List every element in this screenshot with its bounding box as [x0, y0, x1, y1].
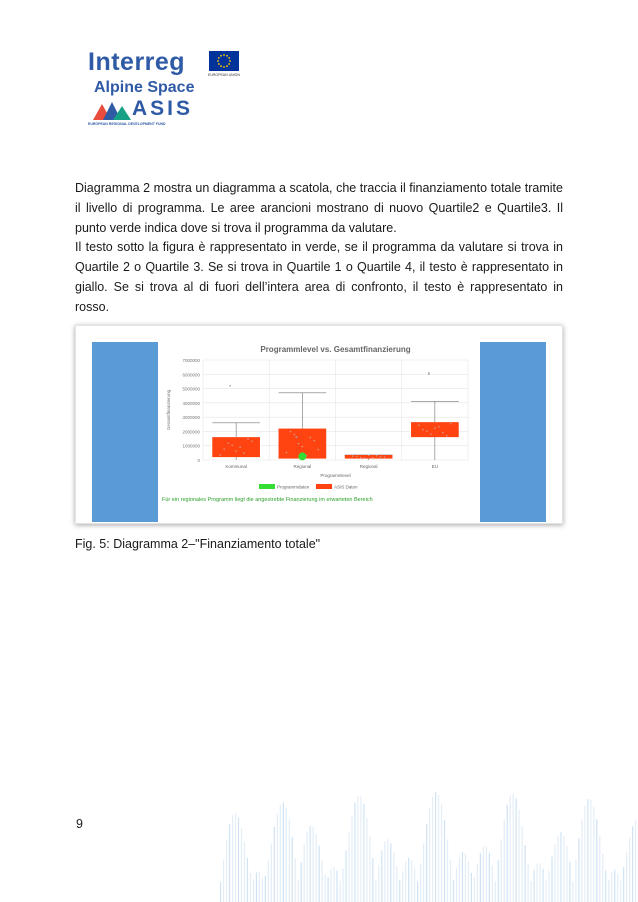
decorative-bar — [554, 844, 555, 902]
decorative-bar — [590, 799, 591, 902]
left-side-panel — [92, 342, 158, 522]
decorative-bar — [357, 796, 358, 902]
decorative-bar — [465, 854, 466, 902]
decorative-bar — [277, 813, 278, 902]
decorative-bar — [220, 882, 221, 902]
data-point — [286, 452, 288, 454]
decorative-bar — [247, 858, 248, 902]
legend-label: ASIS Daten — [334, 484, 358, 490]
decorative-bar — [447, 839, 448, 902]
y-axis-label: Gesamtfinanzierung — [166, 389, 171, 431]
decorative-bar — [599, 836, 600, 902]
decorative-bar — [551, 857, 552, 902]
decorative-bar — [429, 808, 430, 902]
data-point — [438, 426, 440, 428]
decorative-bar — [408, 858, 409, 902]
data-point — [434, 427, 436, 429]
decorative-bar — [536, 864, 537, 902]
decorative-bar — [271, 843, 272, 902]
decorative-bar — [605, 871, 606, 902]
decorative-bar — [292, 837, 293, 902]
decorative-bar — [384, 841, 385, 902]
logo-brand: Interreg — [88, 48, 186, 76]
x-tick-label: Regional — [359, 464, 378, 469]
data-point — [298, 443, 300, 445]
legend-swatch — [259, 484, 275, 489]
data-point — [310, 437, 312, 439]
decorative-bar — [360, 796, 361, 902]
decorative-bar — [614, 870, 615, 902]
programme-point — [298, 452, 306, 460]
decorative-bar — [542, 869, 543, 902]
data-point — [235, 450, 237, 452]
decorative-bar — [584, 806, 585, 902]
decorative-bar — [235, 813, 236, 902]
decorative-bar — [375, 880, 376, 902]
decorative-bar — [492, 865, 493, 902]
x-axis-label: Programmlevel — [320, 473, 351, 478]
decorative-bar — [548, 871, 549, 902]
decorative-bar — [301, 862, 302, 902]
decorative-bar — [522, 826, 523, 902]
figure-box-plot — [75, 325, 563, 524]
decorative-bar — [575, 860, 576, 902]
decorative-bar — [262, 877, 263, 902]
data-point — [372, 457, 374, 459]
decorative-bar — [223, 860, 224, 902]
decorative-bar — [268, 860, 269, 902]
decorative-bar — [587, 799, 588, 902]
data-point — [446, 435, 448, 437]
box-kommunal — [212, 437, 260, 457]
decorative-bar — [402, 871, 403, 902]
logo-project: ASIS — [132, 97, 194, 120]
footer-decoration — [220, 785, 638, 902]
legend-label: Programmdaten — [277, 484, 310, 490]
y-tick-label: 0 — [197, 458, 200, 463]
decorative-bar — [420, 863, 421, 902]
data-point — [442, 432, 444, 434]
decorative-bar — [325, 875, 326, 902]
decorative-bar — [289, 819, 290, 902]
legend-swatch — [316, 484, 332, 489]
decorative-bar — [330, 869, 331, 902]
box-eu — [411, 422, 459, 437]
decorative-bar — [283, 803, 284, 902]
data-point — [219, 454, 221, 456]
decorative-bar — [489, 853, 490, 902]
data-point — [376, 455, 378, 457]
decorative-bar — [426, 824, 427, 902]
data-point — [290, 431, 292, 433]
data-point — [368, 455, 370, 457]
paragraph-1: Diagramma 2 mostra un diagramma a scatola, che traccia il finanziamento totale tramite il livello di programma. Le aree arancioni mostrano di nuovo Quartile2 e Quartile3. Il punto verde indica dove si trova il programma da valutare. — [75, 181, 563, 235]
decorative-bar — [256, 873, 257, 902]
y-tick-label: 2000000 — [182, 429, 200, 435]
decorative-bar — [417, 882, 418, 902]
decorative-bar — [327, 877, 328, 902]
decorative-bar — [229, 824, 230, 902]
decorative-bar — [378, 865, 379, 902]
decorative-bar — [253, 879, 254, 902]
decorative-bar — [617, 874, 618, 902]
decorative-bar — [298, 881, 299, 902]
decorative-bar — [441, 805, 442, 902]
outlier-point — [229, 385, 231, 387]
decorative-bar — [557, 835, 558, 902]
decorative-bar — [635, 820, 636, 902]
decorative-bar — [399, 880, 400, 902]
decorative-bar — [226, 840, 227, 902]
decorative-bar — [304, 844, 305, 902]
decorative-bar — [477, 864, 478, 902]
y-tick-label: 7000000 — [182, 358, 200, 363]
y-tick-label: 4000000 — [182, 400, 200, 406]
decorative-bar — [432, 797, 433, 902]
decorative-bar — [390, 843, 391, 902]
decorative-bar — [322, 860, 323, 902]
outlier-point — [295, 436, 297, 438]
decorative-bar — [411, 860, 412, 902]
x-tick-label: Kommunal — [225, 464, 247, 469]
decorative-bar — [363, 804, 364, 902]
decorative-bar — [387, 839, 388, 902]
decorative-bar — [336, 871, 337, 902]
decorative-bar — [405, 862, 406, 902]
eu-caption: EUROPEAN UNION — [208, 73, 240, 77]
decorative-bar — [274, 827, 275, 902]
right-side-panel — [480, 342, 546, 522]
decorative-bar — [498, 861, 499, 902]
decorative-bar — [534, 870, 535, 902]
decorative-bar — [519, 810, 520, 902]
decorative-bar — [486, 846, 487, 902]
decorative-bar — [531, 881, 532, 902]
decorative-bar — [450, 860, 451, 902]
decorative-bar — [259, 872, 260, 902]
decorative-bar — [572, 882, 573, 902]
decorative-bar — [468, 861, 469, 902]
decorative-bar — [578, 838, 579, 902]
decorative-bar — [444, 820, 445, 902]
decorative-bar — [456, 868, 457, 902]
decorative-bar — [307, 832, 308, 902]
decorative-bar — [333, 867, 334, 902]
data-point — [243, 452, 245, 454]
decorative-bar — [602, 854, 603, 902]
decorative-bar — [513, 793, 514, 902]
decorative-bar — [593, 807, 594, 902]
decorative-bar — [238, 818, 239, 902]
data-point — [356, 456, 358, 458]
decorative-bar — [310, 826, 311, 902]
decorative-bar — [414, 868, 415, 902]
data-point — [227, 442, 229, 444]
decorative-bar — [453, 880, 454, 902]
decorative-bar — [244, 842, 245, 902]
decorative-bar — [495, 881, 496, 902]
figure-caption: Fig. 5: Diagramma 2–"Finanziamento totale" — [75, 537, 321, 551]
decorative-bar — [342, 868, 343, 902]
page-number: 9 — [76, 817, 83, 831]
decorative-bar — [501, 839, 502, 902]
decorative-bar — [265, 876, 266, 902]
decorative-bar — [423, 843, 424, 902]
data-point — [352, 455, 354, 457]
decorative-bar — [396, 866, 397, 902]
data-point — [302, 446, 304, 448]
data-point — [426, 430, 428, 432]
decorative-bar — [566, 846, 567, 902]
decorative-bar — [372, 858, 373, 902]
data-point — [418, 424, 420, 426]
decorative-bar — [295, 858, 296, 902]
decorative-bar — [339, 881, 340, 902]
decorative-bar — [560, 832, 561, 902]
decorative-bar — [345, 851, 346, 902]
data-point — [231, 444, 233, 446]
decorative-bar — [459, 857, 460, 902]
paragraph-2: Il testo sotto la figura è rappresentato in verde, se il programma da valutare si trova in Quartile 2 o Quartile 3. Se si trova in Quartile 1 o Quartile 4, il testo è rappresentato in giallo. Se si trova al di fuori dell’intera area di confronto, il testo è rappresentato in rosso. — [75, 240, 563, 314]
y-tick-label: 5000000 — [182, 386, 200, 392]
data-point — [239, 446, 241, 448]
decorative-bar — [525, 845, 526, 902]
data-point — [422, 429, 424, 431]
eu-flag-icon — [209, 51, 239, 71]
data-point — [317, 449, 319, 451]
decorative-bar — [569, 862, 570, 902]
decorative-bar — [369, 837, 370, 902]
decorative-bar — [313, 827, 314, 902]
decorative-bar — [348, 832, 349, 902]
decorative-bar — [319, 846, 320, 902]
decorative-bar — [241, 828, 242, 902]
decorative-bar — [539, 863, 540, 902]
decorative-bar — [474, 877, 475, 902]
y-tick-label: 6000000 — [182, 372, 200, 378]
data-point — [247, 438, 249, 440]
data-point — [360, 457, 362, 459]
chart-title: Programmlevel vs. Gesamtfinanzierung — [260, 345, 411, 354]
data-point — [384, 456, 386, 458]
decorative-bar — [528, 864, 529, 902]
decorative-bar — [438, 795, 439, 902]
decorative-bar — [316, 834, 317, 902]
decorative-bar — [581, 819, 582, 902]
logo-fund: EUROPEAN REGIONAL DEVELOPMENT FUND — [88, 122, 166, 126]
x-tick-label: EU — [431, 464, 439, 469]
data-point — [294, 434, 296, 436]
decorative-bar — [545, 879, 546, 902]
decorative-bar — [471, 873, 472, 902]
decorative-bar — [504, 820, 505, 902]
interreg-alpine-space-asis-logo — [88, 48, 248, 130]
decorative-bar — [232, 815, 233, 902]
decorative-bar — [596, 819, 597, 902]
decorative-bar — [366, 818, 367, 902]
data-point — [380, 456, 382, 458]
decorative-bar — [462, 852, 463, 902]
data-point — [430, 433, 432, 435]
x-tick-label: Regional — [293, 464, 312, 469]
data-point — [450, 423, 452, 425]
decorative-bar — [483, 847, 484, 902]
data-point — [364, 457, 366, 459]
decorative-bar — [611, 872, 612, 902]
y-tick-label: 3000000 — [182, 415, 200, 421]
decorative-bar — [351, 815, 352, 902]
data-point — [314, 440, 316, 442]
data-point — [223, 448, 225, 450]
box-plot-chart — [156, 338, 476, 523]
decorative-bar — [435, 792, 436, 902]
decorative-bar — [620, 881, 621, 902]
decorative-bar — [510, 796, 511, 902]
decorative-bar — [608, 880, 609, 902]
mountains-icon — [93, 100, 131, 122]
decorative-bar — [480, 853, 481, 902]
decorative-bar — [626, 852, 627, 902]
decorative-bar — [516, 798, 517, 902]
decorative-bar — [393, 853, 394, 902]
decorative-bar — [632, 826, 633, 902]
outlier-point — [428, 373, 430, 375]
decorative-bar — [629, 838, 630, 902]
decorative-bar — [354, 803, 355, 902]
logo-programme: Alpine Space — [94, 79, 195, 96]
decorative-bar — [280, 805, 281, 902]
decorative-bar — [250, 873, 251, 902]
decorative-bar — [623, 867, 624, 902]
data-point — [251, 440, 253, 442]
decorative-bar — [507, 805, 508, 902]
decorative-bar — [286, 808, 287, 902]
y-tick-label: 1000000 — [182, 443, 200, 449]
decorative-bar — [563, 836, 564, 902]
result-message: Für ein regionales Programm liegt die angestrebte Finanzierung im erwarteten Bereich — [162, 497, 373, 503]
decorative-bar — [381, 850, 382, 902]
